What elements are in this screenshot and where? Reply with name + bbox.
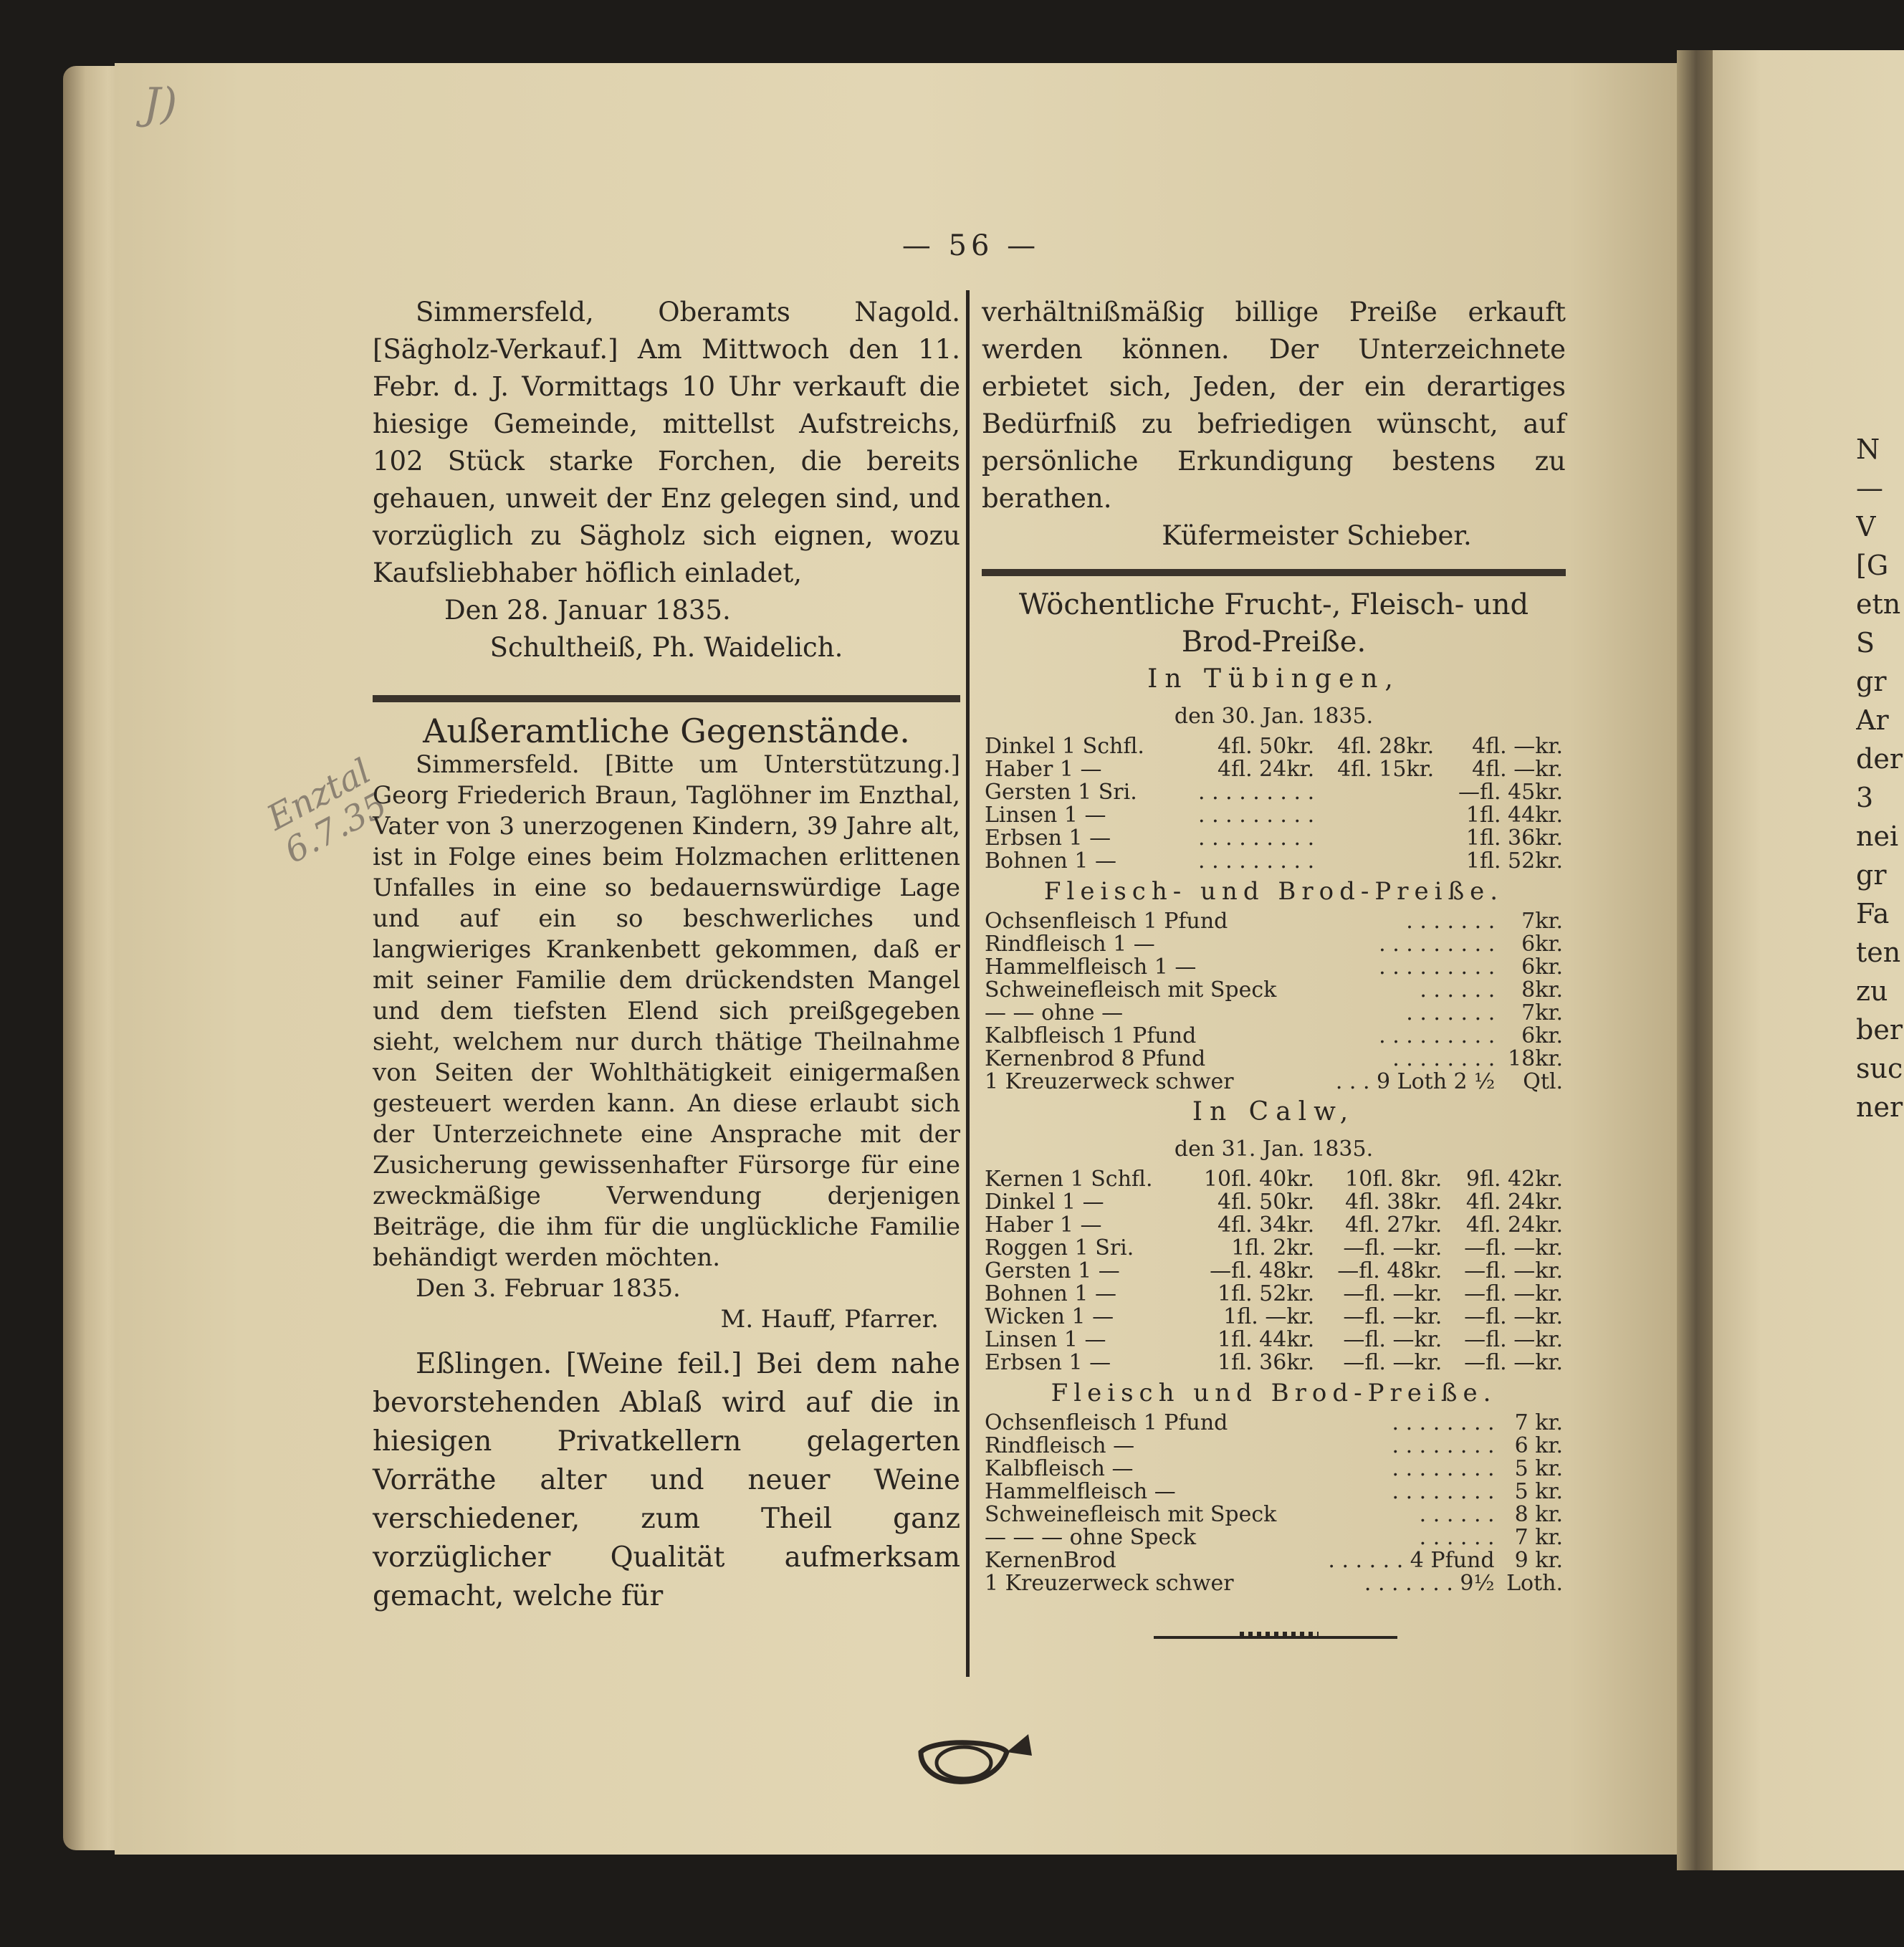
right-page-fragment: — <box>1856 472 1883 504</box>
price-cell: Schweinefleisch mit Speck <box>985 977 1277 1003</box>
price-row <box>982 1283 1566 1306</box>
price-row <box>982 781 1566 804</box>
price-cell: 4fl. 24kr. <box>1465 1190 1563 1215</box>
price-cell: —fl. —kr. <box>1343 1281 1443 1306</box>
section-rule <box>373 695 960 702</box>
right-page-fragment: N <box>1856 434 1880 465</box>
price-cell: 1 Kreuzerweck schwer <box>985 1069 1234 1094</box>
price-cell: Roggen 1 Sri. <box>985 1235 1134 1260</box>
price-row <box>982 1191 1566 1214</box>
price-cell: 6 kr. <box>1514 1433 1563 1458</box>
price-cell: —fl. —kr. <box>1464 1235 1563 1260</box>
price-cell: . . . . . . . . . <box>1198 826 1315 851</box>
price-cell: . . . . . . . . <box>1392 1456 1495 1481</box>
price-cell: 10fl. 40kr. <box>1203 1167 1315 1192</box>
price-cell: — — ohne — <box>985 1000 1124 1025</box>
price-cell: 1fl. 52kr. <box>1217 1281 1315 1306</box>
pencil-note-top: J) <box>143 79 178 129</box>
column-divider <box>966 290 970 1677</box>
tuebingen-meat-table <box>982 910 1566 1094</box>
right-page-fragment: S <box>1856 627 1875 659</box>
right-page-fragment: gr <box>1856 666 1887 697</box>
right-page-fragment: Fa <box>1856 898 1890 929</box>
price-cell: . . . . . . . . . <box>1379 932 1496 957</box>
price-cell: Ochsenfleisch 1 Pfund <box>985 1410 1228 1435</box>
price-cell: Loth. <box>1506 1571 1563 1596</box>
price-cell: 7kr. <box>1521 1000 1563 1025</box>
price-cell: 5 kr. <box>1514 1479 1563 1504</box>
price-cell: . . . . . . . . . <box>1198 803 1315 828</box>
right-page-fragment: ber <box>1856 1014 1903 1046</box>
right-page-fragments <box>1856 430 1904 1126</box>
price-cell: 7 kr. <box>1514 1410 1563 1435</box>
price-cell <box>1317 850 1437 873</box>
price-row <box>982 1168 1566 1191</box>
right-page-fragment: etn <box>1856 588 1901 620</box>
price-cell: Wicken 1 — <box>985 1304 1114 1329</box>
price-cell: 4fl. 38kr. <box>1345 1190 1443 1215</box>
calw-title: In Calw, <box>1192 1097 1356 1126</box>
price-cell: —fl. —kr. <box>1343 1304 1443 1329</box>
price-cell: 1fl. 2kr. <box>1231 1235 1315 1260</box>
price-cell: —fl. 48kr. <box>1210 1258 1315 1283</box>
price-cell: . . . . . . 4 Pfund <box>1328 1548 1495 1573</box>
right-page-fragment: der <box>1856 743 1903 775</box>
tuebingen-grain-table <box>982 735 1566 873</box>
tuebingen-date: den 30. Jan. 1835. <box>1174 704 1374 729</box>
price-cell: . . . . . . . <box>1406 909 1496 934</box>
price-cell: 4fl. —kr. <box>1472 757 1563 782</box>
price-row <box>982 1329 1566 1352</box>
price-cell: Kalbfleisch — <box>985 1456 1134 1481</box>
price-cell: 4fl. 34kr. <box>1217 1212 1315 1238</box>
price-cell: —fl. —kr. <box>1464 1281 1563 1306</box>
price-cell: —fl. —kr. <box>1464 1258 1563 1283</box>
price-row <box>982 827 1566 850</box>
price-cell: 7 kr. <box>1514 1525 1563 1550</box>
price-row <box>982 1214 1566 1237</box>
price-cell: Erbsen 1 — <box>985 826 1111 851</box>
price-cell: —fl. —kr. <box>1464 1327 1563 1352</box>
price-row <box>982 1025 1566 1048</box>
price-cell <box>1317 804 1437 827</box>
price-cell: Gersten 1 — <box>985 1258 1120 1283</box>
price-cell <box>1317 781 1437 804</box>
prices-rule <box>982 569 1566 576</box>
price-cell: KernenBrod <box>985 1548 1116 1573</box>
price-cell: . . . . . . . 9½ <box>1364 1571 1495 1596</box>
price-cell: Kalbfleisch 1 Pfund <box>985 1023 1197 1048</box>
price-cell: Bohnen 1 — <box>985 848 1116 874</box>
price-cell: . . . . . . . . <box>1392 1433 1495 1458</box>
price-cell <box>1317 827 1437 850</box>
right-page-fragment: V <box>1856 511 1876 542</box>
notice-weine-signature: Küfermeister Schieber. <box>1162 520 1472 551</box>
price-cell: Kernenbrod 8 Pfund <box>985 1046 1206 1071</box>
price-row <box>982 1306 1566 1329</box>
price-cell: . . . 9 Loth 2 ½ <box>1335 1069 1496 1094</box>
calw-date: den 31. Jan. 1835. <box>1174 1137 1374 1162</box>
left-column <box>373 294 960 1616</box>
price-cell: 8kr. <box>1521 977 1563 1003</box>
price-cell: . . . . . . . . . <box>1379 1023 1496 1048</box>
price-row <box>982 1503 1566 1526</box>
price-cell: . . . . . . . . . <box>1198 848 1315 874</box>
notice-weine-text-end: verhältnißmäßig billige Preiße erkauft werden können. Der Unterzeichnete erbietet sich, Jeden, der ein derartiges Bedürfniß zu befriedigen wünscht, auf persönliche Erkundigung bestens zu berathen. <box>982 297 1566 514</box>
price-cell: . . . . . . . <box>1406 1000 1496 1025</box>
right-page-fragment: suc <box>1856 1053 1903 1084</box>
price-cell: —fl. —kr. <box>1464 1350 1563 1375</box>
price-cell: —fl. —kr. <box>1464 1304 1563 1329</box>
posthorn-icon <box>906 1720 1035 1806</box>
price-cell: Dinkel 1 Schfl. <box>985 734 1144 759</box>
price-cell: 1fl. 36kr. <box>1465 826 1563 851</box>
price-cell: 5 kr. <box>1514 1456 1563 1481</box>
price-cell: Hammelfleisch 1 — <box>985 955 1197 980</box>
calw-grain-table <box>982 1168 1566 1374</box>
price-row <box>982 1002 1566 1025</box>
price-row <box>982 804 1566 827</box>
notice-sagholz-signature: Schultheiß, Ph. Waidelich. <box>489 632 843 663</box>
notice-weine-text-start: Eßlingen. [Weine feil.] Bei dem nahe bevorstehenden Ablaß wird auf die in hiesigen Privatkellern gelagerten Vorräthe alter und neuer Weine verschiedener, zum Theil ganz vorzüglicher Qualität aufmerksam gemacht, welche für <box>373 1348 960 1612</box>
price-cell: . . . . . . <box>1419 1525 1495 1550</box>
price-cell: 9fl. 42kr. <box>1465 1167 1563 1192</box>
price-cell: —fl. —kr. <box>1343 1235 1443 1260</box>
right-page-fragment: Ar <box>1856 704 1889 736</box>
price-cell: 4fl. 15kr. <box>1337 757 1435 782</box>
price-cell: 10fl. 8kr. <box>1345 1167 1443 1192</box>
price-row <box>982 1352 1566 1374</box>
notice-sagholz-date: Den 28. Januar 1835. <box>444 595 731 626</box>
price-cell: 4fl. 50kr. <box>1217 734 1315 759</box>
tuebingen-meat-heading: Fleisch- und Brod-Preiße. <box>1043 877 1504 906</box>
notice-unterstuetzung-date: Den 3. Februar 1835. <box>416 1274 681 1303</box>
ornament-rule <box>1154 1636 1397 1639</box>
price-cell: 6kr. <box>1521 932 1563 957</box>
price-cell: . . . . . . <box>1420 977 1496 1003</box>
price-cell: — — — ohne Speck <box>985 1525 1197 1550</box>
price-row <box>982 1458 1566 1480</box>
price-cell: Kernen 1 Schfl. <box>985 1167 1153 1192</box>
price-cell: 18kr. <box>1508 1046 1563 1071</box>
price-cell: 6kr. <box>1521 955 1563 980</box>
price-row <box>982 1526 1566 1549</box>
right-page-fragment: ner <box>1856 1091 1903 1123</box>
price-cell: —fl. 48kr. <box>1337 1258 1443 1283</box>
price-cell: Hammelfleisch — <box>985 1479 1176 1504</box>
price-cell: 1fl. 44kr. <box>1465 803 1563 828</box>
price-cell: . . . . . . . . . <box>1379 955 1496 980</box>
price-cell: —fl. —kr. <box>1343 1350 1443 1375</box>
tuebingen-title: In Tübingen, <box>1147 664 1400 694</box>
price-cell: 1 Kreuzerweck schwer <box>985 1571 1234 1596</box>
price-cell: . . . . . . . . <box>1392 1410 1495 1435</box>
right-column <box>982 294 1566 1595</box>
price-row <box>982 1237 1566 1260</box>
notice-sagholz-text: Simmersfeld, Oberamts Nagold. [Sägholz-Verkauf.] Am Mittwoch den 11. Febr. d. J. Vormittags 10 Uhr verkauft die hiesige Gemeinde, mittellst Aufstreichs, 102 Stück starke Forchen, die bereits gehauen, unweit der Enz gelegen sind, und vorzüglich zu Sägholz sich eignen, wozu Kaufsliebhaber höflich einladet, <box>373 297 960 588</box>
price-cell: 6kr. <box>1521 1023 1563 1048</box>
price-cell: Ochsenfleisch 1 Pfund <box>985 909 1228 934</box>
price-cell: Bohnen 1 — <box>985 1281 1116 1306</box>
price-row <box>982 1071 1566 1094</box>
price-cell: 4fl. 24kr. <box>1465 1212 1563 1238</box>
price-cell: 1fl. 44kr. <box>1217 1327 1315 1352</box>
notice-unterstuetzung-text: Simmersfeld. [Bitte um Unterstützung.] Georg Friederich Braun, Taglöhner im Enzthal, Vater von 3 unerzogenen Kindern, 39 Jahre alt, ist in Folge eines beim Holzmachen erlittenen Unfalles in eine so bedauernswürdige Lage und auf ein so beschwerliches und langwieriges Krankenbett gekommen, daß er mit seiner Familie dem drückendsten Mangel und dem tiefsten Elend sich preißgegeben sieht, welchem nur durch thätige Theilnahme von Seiten der Wohlthätigkeit einigermaßen gesteuert werden kann. An diese erlaubt sich der Unterzeichnete eine Ansprache mit der Zusicherung gewissenhafter Fürsorge für eine zweckmäßige Verwendung derjenigen Beiträge, die ihm für die unglückliche Familie behändigt werden möchten. <box>373 750 960 1272</box>
price-row <box>982 956 1566 979</box>
price-row <box>982 1572 1566 1595</box>
calw-meat-table <box>982 1412 1566 1595</box>
price-cell: 4fl. 50kr. <box>1217 1190 1315 1215</box>
right-page-fragment: zu <box>1856 975 1888 1007</box>
price-row <box>982 979 1566 1002</box>
right-page-fragment: 3 <box>1856 782 1874 813</box>
price-cell: Qtl. <box>1523 1069 1563 1094</box>
price-row <box>982 735 1566 758</box>
price-cell: 9 kr. <box>1514 1548 1563 1573</box>
price-cell: Dinkel 1 — <box>985 1190 1104 1215</box>
price-cell: Haber 1 — <box>985 757 1102 782</box>
price-cell: . . . . . . <box>1419 1502 1495 1527</box>
right-page-fragment: gr <box>1856 859 1887 891</box>
price-cell: 4fl. —kr. <box>1472 734 1563 759</box>
price-cell: —fl. —kr. <box>1343 1327 1443 1352</box>
price-row <box>982 758 1566 781</box>
price-cell: 4fl. 28kr. <box>1337 734 1435 759</box>
price-cell: —fl. 45kr. <box>1458 780 1563 805</box>
price-cell: 4fl. 27kr. <box>1345 1212 1443 1238</box>
price-cell: Linsen 1 — <box>985 803 1106 828</box>
price-cell: 1fl. 52kr. <box>1465 848 1563 874</box>
price-cell: Gersten 1 Sri. <box>985 780 1137 805</box>
section-heading: Außeramtliche Gegenstände. <box>423 712 910 750</box>
price-cell: 7kr. <box>1521 909 1563 934</box>
price-cell: 4fl. 24kr. <box>1217 757 1315 782</box>
price-cell: . . . . . . . . <box>1392 1479 1495 1504</box>
price-cell: Linsen 1 — <box>985 1327 1106 1352</box>
price-row <box>982 910 1566 933</box>
prices-heading: Wöchentliche Frucht-, Fleisch- und Brod-Preiße. <box>1018 588 1529 659</box>
page-number: — 56 — <box>901 229 1040 262</box>
right-page-fragment: nei <box>1856 821 1899 852</box>
price-cell: Haber 1 — <box>985 1212 1102 1238</box>
price-cell: Rindfleisch — <box>985 1433 1135 1458</box>
price-cell: 8 kr. <box>1514 1502 1563 1527</box>
price-row <box>982 1260 1566 1283</box>
price-cell: 1fl. —kr. <box>1223 1304 1315 1329</box>
price-cell: . . . . . . . . <box>1392 1046 1496 1071</box>
right-page-fragment: ten <box>1856 937 1901 968</box>
calw-meat-heading: Fleisch und Brod-Preiße. <box>1051 1379 1497 1407</box>
notice-unterstuetzung-signature: M. Hauff, Pfarrer. <box>720 1305 939 1334</box>
price-row <box>982 1435 1566 1458</box>
pencil-note-margin: Enztal 6.7.35 <box>260 751 394 871</box>
price-row <box>982 850 1566 873</box>
price-cell: . . . . . . . . . <box>1198 780 1315 805</box>
right-page-fragment: [G <box>1856 550 1889 581</box>
price-row <box>982 933 1566 956</box>
price-cell: Rindfleisch 1 — <box>985 932 1155 957</box>
price-cell: 1fl. 36kr. <box>1217 1350 1315 1375</box>
price-cell: Erbsen 1 — <box>985 1350 1111 1375</box>
price-row <box>982 1048 1566 1071</box>
price-cell: Schweinefleisch mit Speck <box>985 1502 1277 1527</box>
price-row <box>982 1480 1566 1503</box>
price-row <box>982 1549 1566 1572</box>
price-row <box>982 1412 1566 1435</box>
